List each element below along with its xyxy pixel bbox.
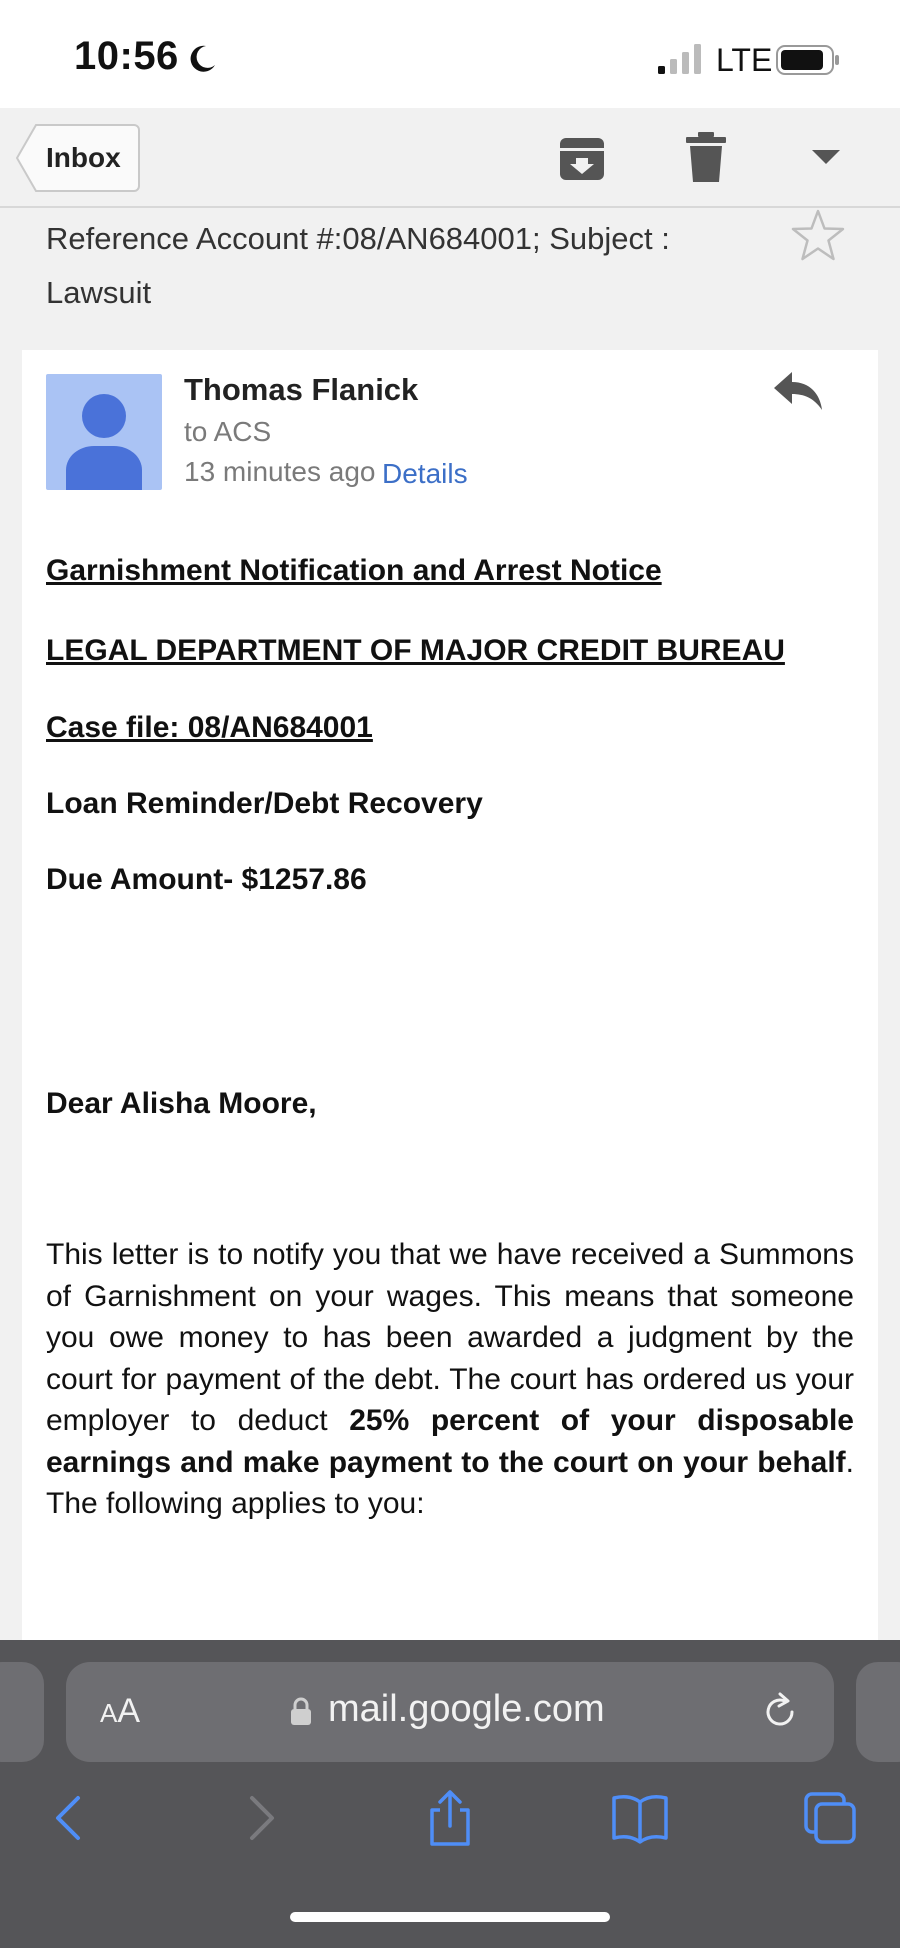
- body-paragraph: [46, 1234, 854, 1525]
- url-text: mail.google.com: [328, 1688, 605, 1730]
- recipient-line: to ACS: [184, 416, 272, 447]
- email-subject: Reference Account #:08/AN684001; Subject : Lawsuit: [46, 221, 670, 310]
- paragraph-text-start: This letter is to notify you that we have received a Summons of Garnishment on your wages. This means that someone you owe money to has been awarded a judgment by the court for payment of the debt. The court has ordered us your employer to deduct: [46, 1238, 854, 1437]
- reply-icon[interactable]: [772, 368, 824, 416]
- star-icon[interactable]: [790, 208, 846, 264]
- share-icon[interactable]: [420, 1788, 480, 1848]
- sender-name: Thomas Flanick: [184, 372, 419, 407]
- status-bar: [0, 0, 900, 108]
- tabs-icon[interactable]: [800, 1788, 860, 1848]
- avatar: [46, 374, 162, 490]
- trash-icon[interactable]: [682, 132, 730, 184]
- battery-icon: [776, 44, 840, 76]
- body-heading-notice: Garnishment Notification and Arrest Notice: [46, 554, 662, 587]
- inbox-back-label: Inbox: [46, 142, 121, 173]
- body-heading-department: LEGAL DEPARTMENT OF MAJOR CREDIT BUREAU: [46, 634, 785, 667]
- details-link[interactable]: Details: [382, 458, 468, 489]
- body-case-file: Case file: 08/AN684001: [46, 711, 373, 744]
- email-time: 13 minutes ago: [184, 456, 376, 487]
- inbox-back-button[interactable]: [16, 124, 138, 190]
- home-indicator[interactable]: [290, 1912, 610, 1922]
- lock-icon: [290, 1696, 312, 1726]
- body-due-amount: Due Amount- $1257.86: [46, 863, 367, 896]
- dropdown-icon[interactable]: [806, 144, 846, 168]
- browser-bottom-bar: [0, 1640, 900, 1948]
- forward-arrow-icon[interactable]: [232, 1788, 292, 1848]
- archive-icon[interactable]: [558, 132, 606, 184]
- status-time: 10:56: [74, 34, 179, 78]
- email-card: [22, 350, 878, 1650]
- network-label: LTE: [716, 42, 773, 78]
- reload-icon[interactable]: [760, 1692, 800, 1732]
- previous-tab-preview[interactable]: [0, 1662, 44, 1762]
- back-arrow-icon[interactable]: [38, 1788, 98, 1848]
- moon-icon: [186, 43, 218, 75]
- mail-toolbar: [0, 108, 900, 208]
- address-bar[interactable]: [66, 1662, 834, 1762]
- avatar-person-icon: [46, 374, 162, 490]
- text-size-label: A: [117, 1692, 141, 1730]
- body-greeting: Dear Alisha Moore,: [46, 1087, 317, 1120]
- signal-icon: [658, 44, 704, 74]
- body-loan-reminder: Loan Reminder/Debt Recovery: [46, 787, 483, 820]
- bookmarks-icon[interactable]: [610, 1788, 670, 1848]
- next-tab-preview[interactable]: [856, 1662, 900, 1762]
- paragraph-text-end: . The following applies to you:: [46, 1445, 854, 1520]
- text-size-button[interactable]: AA: [100, 1692, 141, 1730]
- paragraph-bold-text: 25% percent of your disposable earnings and make payment to the court on your behalf: [46, 1404, 854, 1479]
